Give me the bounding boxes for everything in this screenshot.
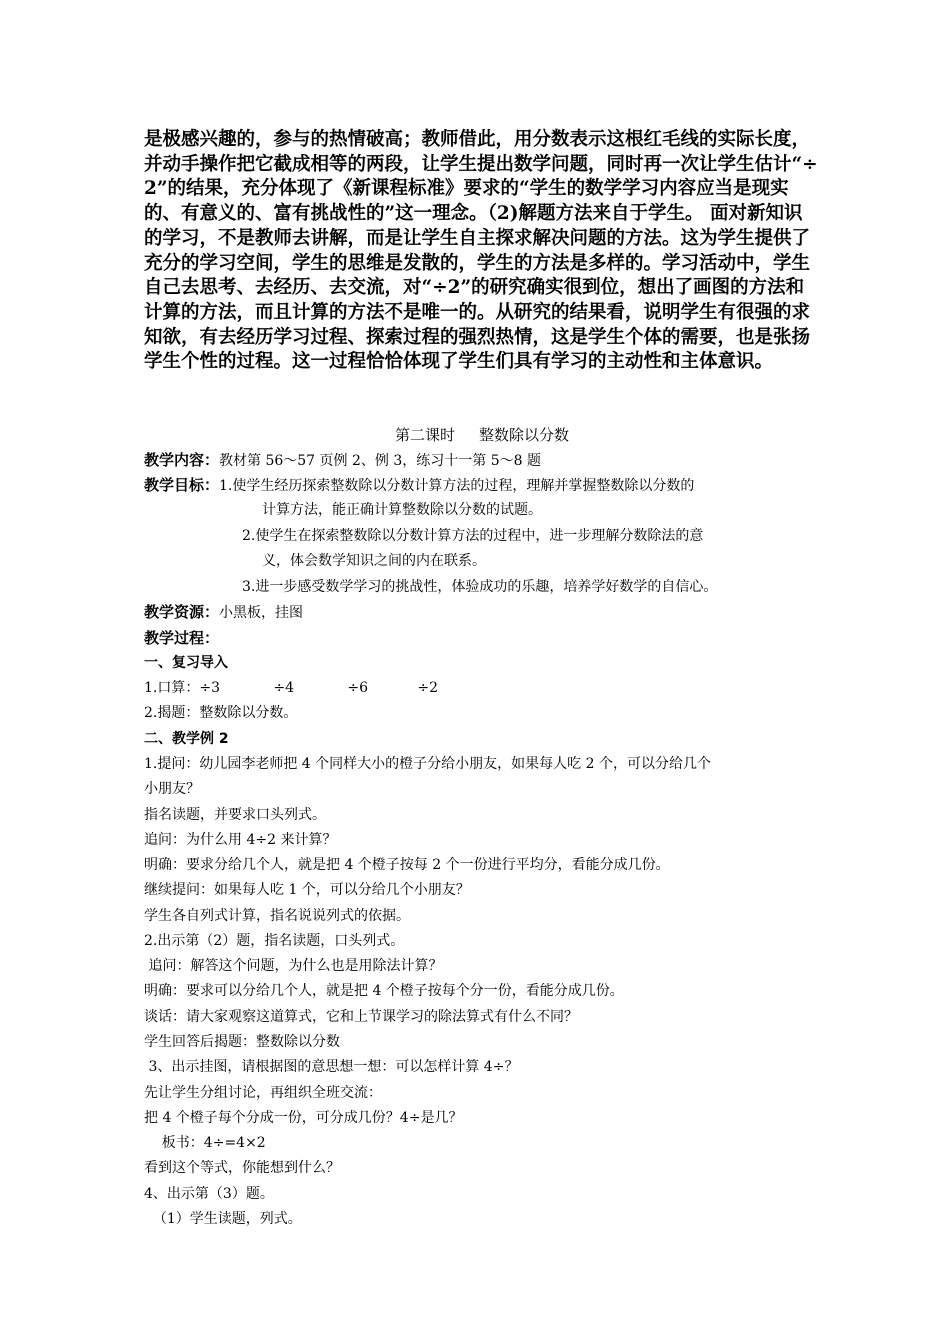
teaching-content-label: 教学内容： bbox=[144, 451, 220, 469]
oral-calculation-line bbox=[144, 678, 438, 698]
teaching-process-label: 教学过程： bbox=[144, 629, 220, 647]
process-line: 追问：为什么用 4÷2 来计算？ bbox=[144, 832, 337, 848]
teaching-content-line bbox=[144, 450, 541, 471]
process-line: 看到这个等式，你能想到什么？ bbox=[144, 1160, 340, 1176]
process-line: 谈话：请大家观察这道算式，它和上节课学习的除法算式有什么不同？ bbox=[144, 1009, 578, 1025]
part-2-heading: 二、教学例 2 bbox=[144, 731, 229, 747]
process-line: 3、出示挂图，请根据图的意思想一想：可以怎样计算 4÷？ bbox=[144, 1059, 519, 1075]
oral-item: ÷6 bbox=[347, 680, 368, 696]
process-line: （1）学生读题，列式。 bbox=[144, 1211, 302, 1227]
process-line: 明确：要求可以分给几个人，就是把 4 个橙子按每个分一份，看能分成几份。 bbox=[144, 983, 624, 999]
process-line: 板书：4÷=4×2 bbox=[144, 1135, 266, 1151]
process-line: 指名读题，并要求口头列式。 bbox=[144, 807, 326, 823]
process-line: 明确：要求分给几个人，就是把 4 个橙子按每 2 个一份进行平均分，看能分成几份。 bbox=[144, 857, 670, 873]
lesson-topic: 整数除以分数 bbox=[479, 426, 570, 444]
process-line: 4、出示第（3）题。 bbox=[144, 1186, 274, 1202]
teaching-resources-line bbox=[144, 602, 303, 623]
oral-calculation-prefix: 1.口算： bbox=[144, 680, 200, 696]
process-line: 学生回答后揭题：整数除以分数 bbox=[144, 1034, 340, 1050]
goal-1-continuation: 计算方法，能正确计算整数除以分数的试题。 bbox=[262, 502, 542, 518]
part-1-heading: 一、复习导入 bbox=[144, 655, 228, 671]
process-line: 继续提问：如果每人吃 1 个，可以分给几个小朋友？ bbox=[144, 882, 470, 898]
oral-item: ÷3 bbox=[199, 680, 220, 696]
goal-3-text: 3.进一步感受数学学习的挑战性，体验成功的乐趣，培养学好数学的自信心。 bbox=[242, 579, 718, 595]
process-line: 先让学生分组讨论，再组织全班交流： bbox=[144, 1085, 382, 1101]
lesson-number: 第二课时 bbox=[394, 426, 455, 444]
intro-paragraph: 是极感兴趣的，参与的热情破高；教师借此，用分数表示这根红毛线的实际长度，并动手操作把它截成相等的两段，让学生提出数学问题，同时再一次让学生估计“÷2”的结果，充分体现了《新课程标准》要求的“学生的数学学习内容应当是现实的、有意义的、富有挑战性的”这一理念。（2)解题方法来自于学生。 面对新知识的学习，不是教师去讲解，而是让学生自主探求解决问题的方法。这为学生提供了充分的学习空间，学生的思维是发散的，学生的方法是多样的。学习活动中，学生自己去思考、去经历、去交流，对“÷2”的研究确实很到位，想出了画图的方法和计算的方法，而且计算的方法不是唯一的。从研究的结果看，说明学生有很强的求知欲，有去经历学习过程、探索过程的强烈热情，这是学生个体的需要，也是张扬学生个性的过程。这一过程恰恰体现了学生们具有学习的主动性和主体意识。 bbox=[144, 129, 818, 373]
process-line: 追问：解答这个问题，为什么也是用除法计算？ bbox=[144, 958, 443, 974]
process-line: 2.出示第（2）题，指名读题，口头列式。 bbox=[144, 933, 405, 949]
process-line: 把 4 个橙子每个分成一份，可分成几份？4÷是几？ bbox=[144, 1110, 463, 1126]
goal-2-continuation: 义，体会数学知识之间的内在联系。 bbox=[262, 553, 486, 569]
section-title bbox=[144, 425, 820, 445]
teaching-resources-label: 教学资源： bbox=[144, 603, 220, 621]
oral-item: ÷4 bbox=[273, 680, 294, 696]
teaching-goals-line bbox=[144, 475, 694, 496]
process-line: 1.提问：幼儿园李老师把 4 个同样大小的橙子分给小朋友，如果每人吃 2 个，可以分给几个 bbox=[144, 756, 711, 772]
process-line: 学生各自列式计算，指名说说列式的依据。 bbox=[144, 908, 410, 924]
goal-1-text: 1.使学生经历探索整数除以分数计算方法的过程，理解并掌握整数除以分数的 bbox=[219, 478, 695, 494]
oral-item: ÷2 bbox=[417, 680, 438, 696]
teaching-content-text: 教材第 56～57 页例 2、例 3，练习十一第 5～8 题 bbox=[219, 453, 541, 469]
process-line: 小朋友？ bbox=[144, 781, 200, 797]
reveal-topic-line: 2.揭题：整数除以分数。 bbox=[144, 705, 298, 721]
teaching-resources-text: 小黑板，挂图 bbox=[219, 605, 304, 621]
teaching-goals-label: 教学目标： bbox=[144, 476, 220, 494]
goal-2-text: 2.使学生在探索整数除以分数计算方法的过程中，进一步理解分数除法的意 bbox=[242, 528, 704, 544]
